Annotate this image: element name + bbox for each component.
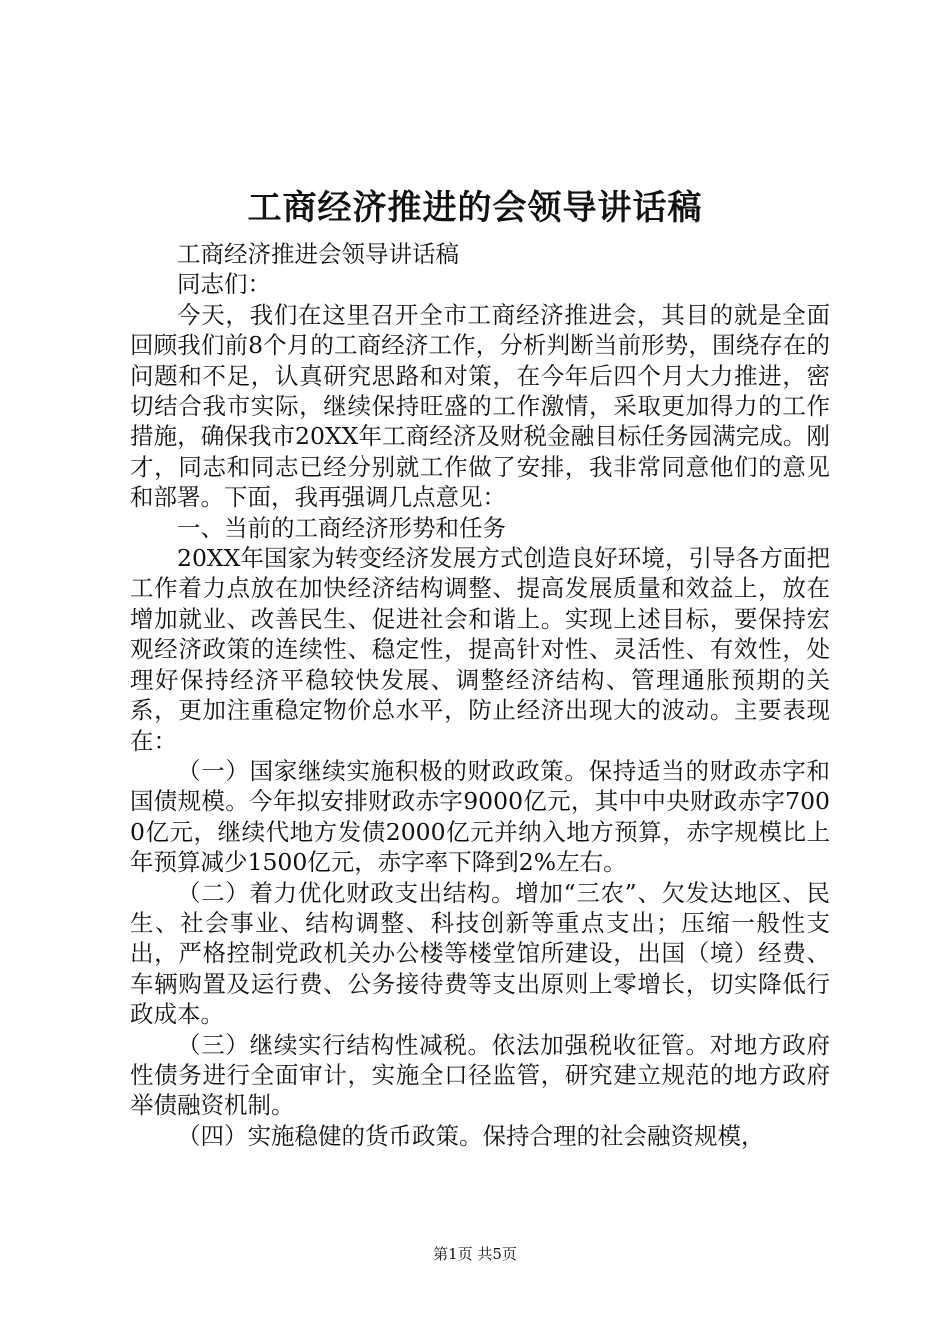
body-paragraph: （二）着力优化财政支出结构。增加“三农”、欠发达地区、民生、社会事业、结构调整、科技创新等重点支出；压缩一般性支出，严格控制党政机关办公楼等楼堂馆所建设，出国（境）经费、车辆购置及运行费、公务接待费等支出原则上零增长，切实降低行政成本。: [130, 878, 830, 1029]
body-paragraph: （一）国家继续实施积极的财政政策。保持适当的财政赤字和国债规模。今年拟安排财政赤字9000亿元，其中中央财政赤字7000亿元，继续代地方发债2000亿元并纳入地方预算，赤字规模比上年预算减少1500亿元，赤字率下降到2%左右。: [130, 756, 830, 877]
intro-paragraph: 今天，我们在这里召开全市工商经济推进会，其目的就是全面回顾我们前8个月的工商经济工作，分析判断当前形势，围绕存在的问题和不足，认真研究思路和对策，在今年后四个月大力推进，密切结合我市实际，继续保持旺盛的工作激情，采取更加得力的工作措施，确保我市20XX年工商经济及财税金融目标任务园满完成。刚才，同志和同志已经分别就工作做了安排，我非常同意他们的意见和部署。下面，我再强调几点意见：: [130, 300, 830, 512]
body-paragraph: （四）实施稳健的货币政策。保持合理的社会融资规模，: [177, 1121, 765, 1150]
subtitle-paragraph: 工商经济推进会领导讲话稿: [177, 240, 459, 268]
body-paragraph: 20XX年国家为转变经济发展方式创造良好环境，引导各方面把工作着力点放在加快经济结构调整、提高发展质量和效益上，放在增加就业、改善民生、促进社会和谐上。实现上述目标，要保持宏观经济政策的连续性、稳定性，提高针对性、灵活性、有效性，处理好保持经济平稳较快发展、调整经济结构、管理通胀预期的关系，更加注重稳定物价总水平，防止经济出现大的波动。主要表现在：: [130, 544, 830, 755]
document-title: 工商经济推进的会领导讲话稿: [247, 188, 703, 228]
section-heading: 一、当前的工商经济形势和任务: [177, 513, 506, 542]
document-body: [130, 239, 830, 1151]
page-footer: 第1页 共5页: [433, 1245, 517, 1263]
body-paragraph: （三）继续实行结构性减税。依法加强税收征管。对地方政府性债务进行全面审计，实施全口径监管，研究建立规范的地方政府举债融资机制。: [130, 1030, 830, 1120]
salutation-paragraph: 同志们：: [177, 270, 271, 299]
